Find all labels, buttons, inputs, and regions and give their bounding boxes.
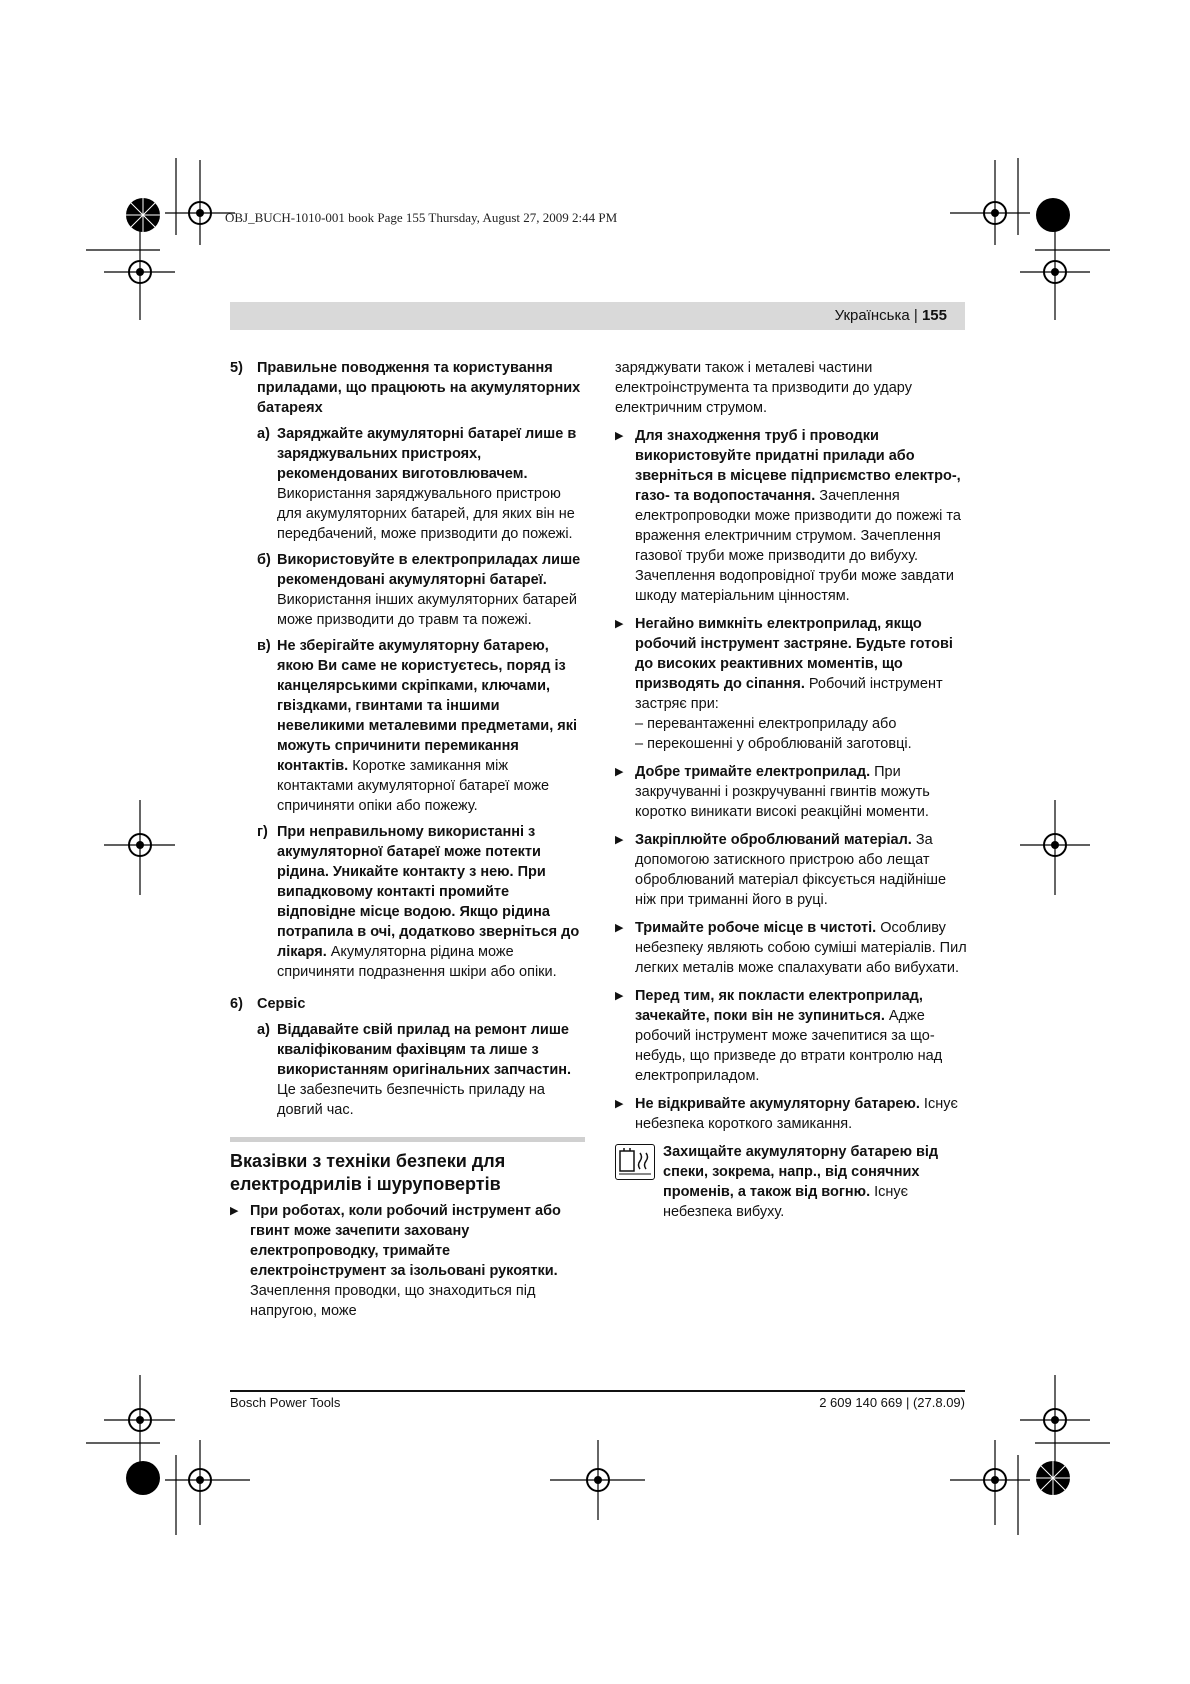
bullet-1-text: Зачеплення проводки, що знаходиться під напругою, може bbox=[250, 1283, 536, 1319]
right-bullet-2-text: Робочий інструмент застряє при: bbox=[635, 676, 943, 712]
page-number: 155 bbox=[921, 307, 947, 324]
item-6-number: 6) bbox=[230, 996, 243, 1012]
item-5b-number: б) bbox=[257, 552, 271, 568]
right-bullet-4-bold: Закріплюйте оброблюваний матеріал. bbox=[635, 832, 912, 848]
right-bullet-6 bbox=[615, 986, 970, 1086]
item-6a-number: а) bbox=[257, 1022, 270, 1038]
item-5d-number: г) bbox=[257, 824, 268, 840]
heat-warning-icon bbox=[615, 1144, 655, 1180]
right-bullet-5-bold: Тримайте робоче місце в чистоті. bbox=[635, 920, 877, 936]
right-bullet-4 bbox=[615, 830, 970, 910]
item-5b-text: Використання інших акумуляторних батарей може призводити до травм та пожежі. bbox=[277, 592, 577, 628]
right-bullet-3-bold: Добре тримайте електроприлад. bbox=[635, 764, 871, 780]
continuation-text: заряджувати також і металеві частини електроінструмента та призводити до удару електричним струмом. bbox=[615, 360, 912, 416]
right-bullet-7 bbox=[615, 1094, 970, 1134]
right-bullet-6-bold: Перед тим, як покласти електроприлад, зачекайте, поки він не зупиниться. bbox=[635, 988, 923, 1024]
bullet-1-bold: При роботах, коли робочий інструмент або гвинт може зачепити заховану електропроводку, тримайте електроінструмент за ізольовані рукоятки. bbox=[250, 1203, 561, 1279]
bullet-triangle-icon: ▶ bbox=[615, 618, 624, 630]
right-bullet-3-text: При закручуванні і розкручуванні гвинтів можуть коротко виникати високі реакційні моменти. bbox=[635, 764, 930, 820]
heat-warning bbox=[615, 1142, 970, 1222]
item-5d bbox=[230, 822, 585, 982]
item-6a-bold: Віддавайте свій прилад на ремонт лише кваліфікованим фахівцям та лише з використанням оригінальних запчастин. bbox=[277, 1022, 572, 1078]
header-language: Українська bbox=[834, 307, 910, 324]
right-bullet-2 bbox=[615, 614, 970, 754]
bullet-triangle-icon: ▶ bbox=[615, 1098, 624, 1110]
item-5b bbox=[230, 550, 585, 630]
heat-warning-text: Існує небезпека вибуху. bbox=[663, 1184, 909, 1220]
item-6a bbox=[230, 1020, 585, 1120]
header-separator: | bbox=[913, 307, 918, 324]
section-heading: Вказівки з техніки безпеки для електродрилів і шуруповертів bbox=[230, 1151, 506, 1194]
item-6 bbox=[230, 994, 585, 1014]
right-bullet-1 bbox=[615, 426, 970, 606]
item-5c-text: Коротке замикання між контактами акумуляторної батареї може спричиняти опіки або пожежу. bbox=[277, 758, 550, 814]
right-bullet-1-text: Зачеплення електропроводки може призводити до пожежі та враження електричним струмом. Зачеплення газової труби може призводити до вибуху. Зачеплення водопровідної труби може завдати шкоду матеріальним цінностям. bbox=[635, 488, 961, 604]
item-5b-bold: Використовуйте в електроприладах лише рекомендовані акумуляторні батареї. bbox=[277, 552, 581, 588]
right-bullet-2-dash-1: – перевантаженні електроприладу або bbox=[635, 716, 897, 732]
item-5d-text: Акумуляторна рідина може спричиняти подразнення шкіри або опіки. bbox=[277, 944, 557, 980]
item-5-number: 5) bbox=[230, 360, 243, 376]
right-bullet-1-bold: Для знаходження труб і проводки використовуйте придатні прилади або зверніться в місцеве підприємство електро-, газо- та водопостачання. bbox=[635, 428, 961, 504]
item-5a-text: Використання заряджувального пристрою для акумуляторних батарей, для яких він не передбачений, може призводити до пожежі. bbox=[277, 486, 575, 542]
bullet-triangle-icon: ▶ bbox=[615, 430, 624, 442]
right-bullet-4-text: За допомогою затискного пристрою або лещат оброблюваний матеріал фіксується надійніше ніж при триманні його в руці. bbox=[635, 832, 947, 908]
bullet-triangle-icon: ▶ bbox=[615, 766, 624, 778]
bullet-triangle-icon: ▶ bbox=[615, 834, 624, 846]
item-5c bbox=[230, 636, 585, 816]
item-5a-number: а) bbox=[257, 426, 270, 442]
right-bullet-2-bold: Негайно вимкніть електроприлад, якщо робочий інструмент застряне. Будьте готові до високих реактивних моментів, що призводять до сіпання. bbox=[635, 616, 953, 692]
left-column bbox=[230, 358, 585, 1329]
right-column bbox=[615, 358, 970, 1222]
section-rule bbox=[230, 1137, 585, 1142]
item-5-title: Правильне поводження та користування приладами, що працюють на акумуляторних батареях bbox=[257, 360, 581, 416]
right-bullet-7-bold: Не відкривайте акумуляторну батарею. bbox=[635, 1096, 920, 1112]
heat-warning-bold: Захищайте акумуляторну батарею від спеки, зокрема, напр., від сонячних променів, а також від вогню. bbox=[663, 1144, 939, 1200]
item-5c-number: в) bbox=[257, 638, 271, 654]
item-5a bbox=[230, 424, 585, 544]
item-6a-text: Це забезпечить безпечність приладу на довгий час. bbox=[277, 1082, 545, 1118]
item-5a-bold: Заряджайте акумуляторні батареї лише в заряджувальних пристроях, рекомендованих виготовлювачем. bbox=[277, 426, 577, 482]
item-6-title: Сервіс bbox=[257, 996, 306, 1012]
drill-safety-bullet-1 bbox=[230, 1201, 585, 1321]
print-slug: OBJ_BUCH-1010-001 book Page 155 Thursday, August 27, 2009 2:44 PM bbox=[225, 210, 618, 225]
footer-brand: Bosch Power Tools bbox=[230, 1395, 341, 1410]
right-bullet-6-text: Адже робочий інструмент може зачепитися за що-небудь, що призведе до втрати контролю над електроприладом. bbox=[635, 1008, 943, 1084]
item-5 bbox=[230, 358, 585, 418]
item-5d-bold: При неправильному використанні з акумуляторної батареї може потекти рідина. Уникайте контакту з нею. При випадковому контакті промийте відповідне місце водою. Якщо рідина потрапила в очі, додатково зверніться до лікаря. bbox=[277, 824, 580, 960]
right-bullet-5-text: Особливу небезпеку являють собою суміші матеріалів. Пил легких металів може спалахувати або вибухати. bbox=[635, 920, 967, 976]
bullet-triangle-icon: ▶ bbox=[230, 1205, 239, 1217]
page-header-bar bbox=[230, 302, 965, 330]
right-bullet-7-text: Існує небезпека короткого замикання. bbox=[635, 1096, 958, 1132]
item-5c-bold: Не зберігайте акумуляторну батарею, якою Ви саме не користуєтесь, поряд із канцелярськими скріпками, ключами, гвіздками, гвинтами та іншими невеликими металевими предметами, які можуть спричинити перемикання контактів. bbox=[277, 638, 578, 774]
right-bullet-2-dash-2: – перекошенні у оброблюваній заготовці. bbox=[635, 736, 912, 752]
footer-rule bbox=[230, 1390, 965, 1392]
bullet-triangle-icon: ▶ bbox=[615, 990, 624, 1002]
bullet-triangle-icon: ▶ bbox=[615, 922, 624, 934]
right-bullet-3 bbox=[615, 762, 970, 822]
footer-code: 2 609 140 669 | (27.8.09) bbox=[819, 1395, 965, 1410]
right-bullet-5 bbox=[615, 918, 970, 978]
